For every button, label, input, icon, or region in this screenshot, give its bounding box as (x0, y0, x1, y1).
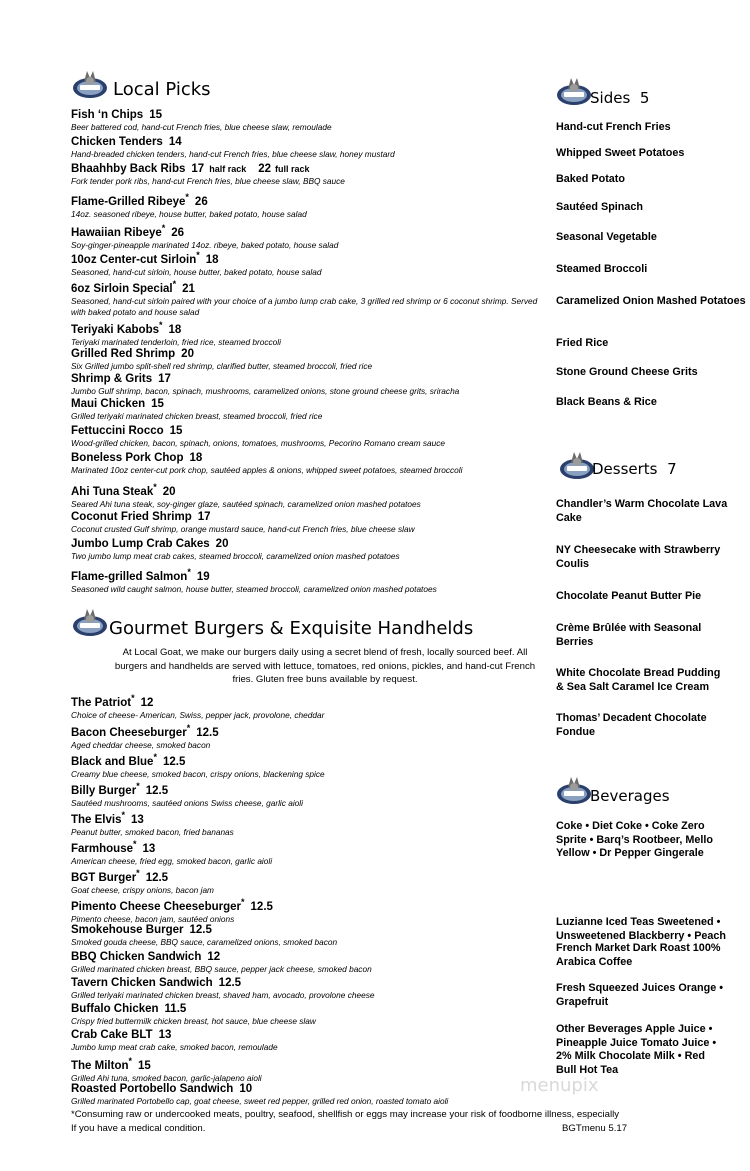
watermark: menupix (520, 1075, 599, 1096)
menu-item (71, 779, 541, 809)
menu-item-description: Hand-breaded chicken tenders, hand-cut French fries, blue cheese slaw, honey mustard (71, 149, 395, 159)
item-price: 12.5 (162, 755, 186, 768)
side-item: Steamed Broccoli (556, 263, 648, 275)
item-name: Bhaahhby Back Ribs (71, 163, 186, 175)
item-price: 12 (140, 696, 154, 709)
asterisk-icon: * (153, 482, 157, 492)
menu-item-name (71, 190, 541, 209)
menu-item (71, 976, 541, 1001)
dessert-item: Chocolate Peanut Butter Pie (556, 590, 702, 602)
local-goat-logo (559, 449, 595, 481)
item-name: 10oz Center-cut Sirloin (71, 253, 197, 266)
item-price: 19 (196, 570, 210, 583)
item-name: The Milton (71, 1059, 129, 1072)
menu-item-name (71, 750, 541, 769)
item-name: The Elvis (71, 813, 122, 826)
item-price: 12.5 (145, 784, 169, 797)
menu-item-name (71, 135, 541, 149)
menu-item (71, 277, 541, 318)
half-rack-label: half rack (209, 164, 247, 174)
menu-item (71, 397, 541, 422)
item-name: Chicken Tenders (71, 136, 163, 148)
menu-item (71, 162, 541, 187)
menu-item-description: Fork tender pork ribs, hand-cut French fries, blue cheese slaw, BBQ sauce (71, 176, 345, 186)
menu-item (71, 537, 541, 562)
menu-item-description: Creamy blue cheese, smoked bacon, crispy onions, blackening spice (71, 768, 325, 779)
item-price: 12.5 (218, 977, 242, 989)
menu-item-description: Seasoned, hand-cut sirloin paired with your choice of a jumbo lump crab cake, 3 grilled red shrimp or 6 coconut shrimp. Served with baked potato and house salad (71, 295, 538, 317)
item-name: BBQ Chicken Sandwich (71, 951, 202, 963)
menu-item-description: Sautéed mushrooms, sautéed onions Swiss cheese, garlic aioli (71, 797, 303, 808)
item-name: Coconut Fried Shrimp (71, 511, 192, 523)
asterisk-icon: * (172, 279, 177, 289)
item-price: 18 (205, 253, 219, 266)
footer-code: BGTmenu 5.17 (562, 1123, 628, 1134)
item-price: 12.5 (189, 924, 212, 936)
item-name: Boneless Pork Chop (71, 452, 184, 464)
beverages-title: Beverages (590, 787, 670, 805)
menu-item (71, 1082, 541, 1107)
menu-item-name (71, 372, 541, 386)
menu-item-name (71, 779, 541, 798)
item-price: 20 (181, 348, 194, 360)
item-price: 17 (158, 373, 171, 385)
asterisk-icon: * (185, 192, 189, 202)
menu-item-name (71, 162, 541, 176)
asterisk-icon: * (159, 320, 163, 330)
menu-item-name (71, 691, 541, 710)
item-name: 6oz Sirloin Special (71, 282, 173, 295)
item-name: Smokehouse Burger (71, 924, 184, 936)
sides-title-text: Sides (590, 89, 631, 107)
menu-item-name (71, 347, 541, 361)
full-rack-label: full rack (275, 164, 310, 174)
menu-item (71, 451, 541, 476)
menu-item-name (71, 721, 541, 740)
menu-item-name (71, 950, 541, 964)
item-name: Flame-grilled Salmon (71, 570, 188, 583)
menu-item-name (71, 837, 541, 856)
menu-item-description: Jumbo lump meat crab cake, smoked bacon, remoulade (71, 1042, 278, 1052)
sides-title (590, 89, 649, 107)
menu-item-description: Grilled marinated chicken breast, BBQ sauce, pepper jack cheese, smoked bacon (71, 964, 372, 974)
item-name: Grilled Red Shrimp (71, 348, 176, 360)
item-name: Billy Burger (71, 784, 137, 797)
item-price: 20 (162, 485, 176, 498)
menu-item-description: Grilled Ahi tuna, smoked bacon, garlic-jalapeno aioli (71, 1072, 262, 1083)
item-name: Pimento Cheese Cheeseburger (71, 900, 242, 913)
menu-item (71, 480, 541, 510)
dessert-item: White Chocolate Bread Pudding & Sea Salt Caramel Ice Cream (556, 667, 721, 693)
menu-item (71, 135, 541, 160)
item-name: Shrimp & Grits (71, 373, 153, 385)
menu-item (71, 1028, 541, 1053)
beverage-item: French Market Dark Roast 100% Arabica Coffee (556, 942, 721, 968)
side-item: Caramelized Onion Mashed Potatoes (556, 295, 746, 307)
side-item: Stone Ground Cheese Grits (556, 366, 698, 378)
beverage-item: Fresh Squeezed Juices Orange • Grapefruit (556, 982, 723, 1008)
desserts-title-text: Desserts (592, 460, 658, 478)
item-price: 15 (138, 1059, 151, 1072)
item-price: 10 (239, 1083, 253, 1095)
menu-item-name (71, 221, 541, 240)
item-name: Crab Cake BLT (71, 1029, 153, 1041)
menu-item (71, 221, 541, 251)
item-name: The Patriot (71, 696, 132, 709)
side-item: Fried Rice (556, 337, 609, 349)
menu-item-name (71, 565, 541, 584)
item-price: 11.5 (164, 1003, 187, 1015)
item-price: 13 (158, 1029, 172, 1041)
menu-item-name (71, 318, 541, 337)
asterisk-icon: * (187, 567, 191, 577)
menu-item (71, 837, 541, 867)
asterisk-icon: * (241, 897, 245, 907)
menu-item (71, 895, 541, 925)
menu-item (71, 923, 541, 948)
menu-item-name (71, 397, 541, 411)
menu-item-description: Marinated 10oz center-cut pork chop, sautéed apples & onions, whipped sweet potatoes, steamed broccoli (71, 465, 463, 475)
menu-item-name (71, 1028, 541, 1042)
item-name: BGT Burger (71, 871, 137, 884)
item-name: Teriyaki Kabobs (71, 323, 159, 336)
item-name: Maui Chicken (71, 398, 146, 410)
menu-item (71, 721, 541, 751)
asterisk-icon: * (121, 810, 126, 820)
desserts-title (592, 460, 677, 478)
local-picks-title: Local Picks (113, 79, 211, 100)
footer-warning: *Consuming raw or undercooked meats, poultry, seafood, shellfish or eggs may increase your risk of foodborne illness, especially (71, 1109, 620, 1120)
item-price: 12.5 (196, 726, 219, 739)
menu-item (71, 691, 541, 721)
menu-item-description: Seasoned, hand-cut sirloin, house butter, baked potato, house salad (71, 266, 322, 277)
menu-item (71, 347, 541, 372)
menu-item (71, 808, 541, 838)
item-name: Tavern Chicken Sandwich (71, 977, 213, 989)
item-name: Fettuccini Rocco (71, 425, 164, 437)
menu-item-description: Six Grilled jumbo split-shell red shrimp, clarified butter, steamed broccoli, fried rice (71, 361, 373, 371)
menu-item-name (71, 108, 541, 122)
beverage-item: Coke • Diet Coke • Coke Zero Sprite • Barq’s Rootbeer, Mello Yellow • Dr Pepper Gingerale (556, 820, 713, 859)
side-item: Black Beans & Rice (556, 396, 657, 408)
item-price: 26 (171, 226, 185, 239)
sides-price: 5 (639, 89, 650, 107)
item-price: 12.5 (145, 871, 169, 884)
menu-item (71, 190, 541, 220)
asterisk-icon: * (196, 250, 200, 260)
menu-item-description: Grilled marinated Portobello cap, goat cheese, sweet red pepper, grilled red onion, roasted tomato aioli (71, 1096, 449, 1106)
menu-item-description: Smoked gouda cheese, BBQ sauce, caramelized onions, smoked bacon (71, 937, 338, 947)
menu-item (71, 248, 541, 278)
item-price: 12.5 (250, 900, 273, 913)
menu-item-name (71, 248, 541, 267)
menu-item-description: Wood-grilled chicken, bacon, spinach, onions, tomatoes, mushrooms, Pecorino Romano cream sauce (71, 438, 446, 448)
burgers-title: Gourmet Burgers & Exquisite Handhelds (109, 618, 474, 639)
item-price: 18 (189, 452, 203, 464)
burgers-intro: At Local Goat, we make our burgers daily using a secret blend of fresh, locally sourced beef. All burgers and handhelds are served with lettuce, tomatoes, red onions, pickles, and hand-cut French fries. Gluten free buns available by request. (114, 647, 536, 685)
item-price: 15 (149, 109, 162, 121)
item-price: 12 (207, 951, 221, 963)
menu-item (71, 372, 541, 397)
menu-item-description: Choice of cheese- American, Swiss, pepper jack, provolone, cheddar (71, 709, 325, 720)
menu-item (71, 950, 541, 975)
menu-item-description: Beer battered cod, hand-cut French fries, blue cheese slaw, remoulade (71, 122, 332, 132)
menu-item-description: Soy-ginger-pineapple marinated 14oz. ribeye, baked potato, house salad (71, 239, 339, 250)
menu-item (71, 510, 541, 535)
asterisk-icon: * (136, 781, 140, 791)
dessert-item: Chandler’s Warm Chocolate Lava Cake (556, 498, 728, 524)
local-goat-logo (556, 774, 592, 806)
item-name: Fish ‘n Chips (71, 109, 144, 121)
item-price: 20 (215, 538, 229, 550)
item-price: 14 (168, 136, 182, 148)
menu-item-description: Grilled teriyaki marinated chicken breast, steamed broccoli, fried rice (71, 411, 323, 421)
menu-item (71, 565, 541, 595)
menu-item-description: Seasoned wild caught salmon, house butter, steamed broccoli, caramelized onion mashed potatoes (71, 583, 437, 594)
menu-item-description: Crispy fried buttermilk chicken breast, hot sauce, blue cheese slaw (71, 1016, 316, 1026)
asterisk-icon: * (153, 752, 157, 762)
menu-item-description: Aged cheddar cheese, smoked bacon (71, 739, 211, 750)
local-goat-logo (72, 68, 108, 100)
menu-item-name (71, 808, 541, 827)
item-price: 17 (191, 163, 205, 175)
menu-item-name (71, 451, 541, 465)
menu-item-description: Pimento cheese, bacon jam, sautéed onions (71, 913, 235, 924)
menu-item-name (71, 976, 541, 990)
item-price: 15 (169, 425, 183, 437)
footer-warning-2: If you have a medical condition. (71, 1123, 206, 1134)
menu-item-name (71, 510, 541, 524)
menu-item-name (71, 277, 541, 296)
menu-item-description: Goat cheese, crispy onions, bacon jam (71, 884, 214, 895)
beverage-item: Other Beverages Apple Juice • Pineapple Juice Tomato Juice • 2% Milk Chocolate Milk • Red Bull Hot Tea (556, 1023, 717, 1076)
side-item: Baked Potato (556, 173, 625, 185)
menu-item-description: Peanut butter, smoked bacon, fried bananas (71, 826, 234, 837)
item-name: Ahi Tuna Steak (71, 485, 154, 498)
menu-item-description: Grilled teriyaki marinated chicken breast, shaved ham, avocado, provolone cheese (71, 990, 375, 1000)
menu-item (71, 424, 541, 449)
item-name: Farmhouse (71, 842, 133, 855)
local-goat-logo (72, 606, 108, 638)
item-price: 21 (182, 282, 195, 295)
asterisk-icon: * (186, 723, 191, 733)
item-price: 26 (194, 195, 208, 208)
dessert-item: NY Cheesecake with Strawberry Coulis (556, 544, 721, 570)
menu-item-name (71, 537, 541, 551)
menu-item-name (71, 1054, 541, 1073)
item-name: Buffalo Chicken (71, 1003, 159, 1015)
menu-item (71, 866, 541, 896)
menu-item (71, 1054, 541, 1084)
menu-item-name (71, 923, 541, 937)
item-name: Flame-Grilled Ribeye (71, 195, 186, 208)
item-name: Hawaiian Ribeye (71, 226, 162, 239)
menu-item-name (71, 866, 541, 885)
menu-item-description: 14oz. seasoned ribeye, house butter, baked potato, house salad (71, 208, 307, 219)
asterisk-icon: * (161, 223, 166, 233)
dessert-item: Thomas’ Decadent Chocolate Fondue (556, 712, 707, 738)
menu-item-description: Coconut crusted Gulf shrimp, orange mustard sauce, hand-cut French fries, blue cheese slaw (71, 524, 415, 534)
item-name: Roasted Portobello Sandwich (71, 1083, 234, 1095)
item-name: Jumbo Lump Crab Cakes (71, 538, 210, 550)
side-item: Seasonal Vegetable (556, 231, 657, 243)
menu-item-name (71, 1002, 541, 1016)
asterisk-icon: * (128, 1056, 133, 1066)
menu-item-description: Seared Ahi tuna steak, soy-ginger glaze, sautéed spinach, caramelized onion mashed potatoes (71, 498, 421, 509)
menu-item-description: Two jumbo lump meat crab cakes, steamed broccoli, caramelized onion mashed potatoes (71, 551, 400, 561)
item-price: 13 (142, 842, 156, 855)
item-price: 13 (131, 813, 144, 826)
asterisk-icon: * (131, 693, 135, 703)
item-price-2: 22 (258, 163, 272, 175)
side-item: Sautéed Spinach (556, 201, 643, 213)
menu-item (71, 750, 541, 780)
item-name: Black and Blue (71, 755, 154, 768)
menu-item-name (71, 424, 541, 438)
beverage-item: Luzianne Iced Teas Sweetened • Unsweetened Blackberry • Peach (556, 916, 727, 942)
side-item: Whipped Sweet Potatoes (556, 147, 685, 159)
menu-item-name (71, 895, 541, 914)
menu-item (71, 1002, 541, 1027)
desserts-price: 7 (667, 460, 677, 478)
menu-item-description: Jumbo Gulf shrimp, bacon, spinach, mushrooms, caramelized onions, stone ground cheese grits, sriracha (71, 386, 460, 396)
menu-item (71, 318, 541, 348)
dessert-item: Crème Brûlée with Seasonal Berries (556, 622, 702, 648)
menu-item (71, 108, 541, 133)
item-price: 18 (168, 323, 182, 336)
side-item: Hand-cut French Fries (556, 121, 671, 133)
local-goat-logo (556, 75, 592, 107)
menu-item-description: American cheese, fried egg, smoked bacon, garlic aioli (71, 855, 273, 866)
item-price: 15 (151, 398, 164, 410)
asterisk-icon: * (133, 839, 137, 849)
asterisk-icon: * (136, 868, 140, 878)
item-name: Bacon Cheeseburger (71, 726, 187, 739)
menu-item-name (71, 480, 541, 499)
item-price: 17 (197, 511, 211, 523)
menu-item-description: Teriyaki marinated tenderloin, fried rice, steamed broccoli (71, 336, 281, 347)
menu-item-name (71, 1082, 541, 1096)
